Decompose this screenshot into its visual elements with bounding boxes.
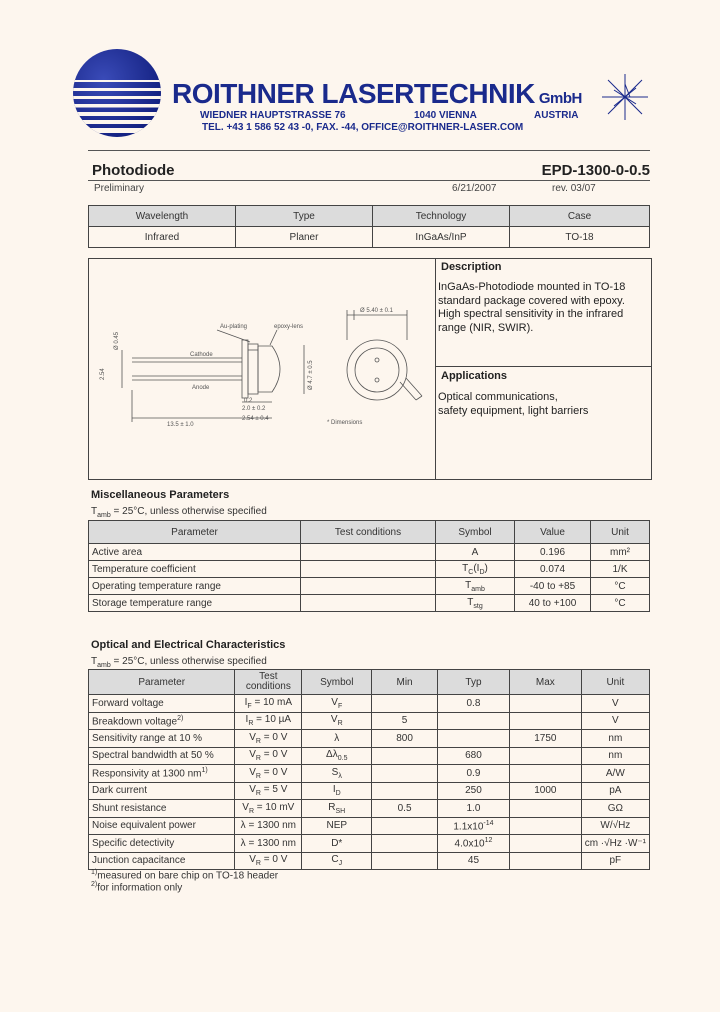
label-au-plating: Au-plating xyxy=(220,324,248,330)
company-name xyxy=(172,78,582,110)
cond-cell xyxy=(301,561,436,578)
cond-main: I xyxy=(245,714,249,726)
tamb-sub: amb xyxy=(97,512,111,519)
cond-cell xyxy=(235,782,302,800)
cond-cell xyxy=(301,595,436,612)
min-cell xyxy=(372,747,438,765)
unit-text: GΩ xyxy=(607,802,623,814)
summary-header: Type xyxy=(236,206,373,227)
typ-cell xyxy=(437,782,509,800)
param-text: Spectral bandwidth at 50 % xyxy=(92,750,214,762)
symbol-sub: 0.5 xyxy=(337,755,348,763)
doc-title: Photodiode xyxy=(92,162,175,179)
max-cell xyxy=(510,852,582,870)
min-text: 0.5 xyxy=(397,802,412,814)
param-text: Noise equivalent power xyxy=(92,820,196,832)
symbol-cell xyxy=(302,835,372,853)
applications-line: Optical communications, xyxy=(438,391,558,403)
symbol-main: D* xyxy=(331,837,343,849)
star-burst-icon xyxy=(600,72,650,122)
applications-text xyxy=(438,391,588,418)
tamb-symbol: T xyxy=(91,656,98,667)
symbol-cell: A xyxy=(436,544,515,561)
cond-sub: F xyxy=(247,702,252,710)
title-rule xyxy=(88,180,650,181)
applications-heading: Applications xyxy=(441,370,508,382)
footnote-mark: 2) xyxy=(91,881,98,888)
typ-text: 0.8 xyxy=(466,697,481,709)
footnote-text: measured on bare chip on TO-18 header xyxy=(97,870,279,882)
symbol-main: V xyxy=(330,714,338,726)
symbol-sub: stg xyxy=(473,602,483,610)
unit-text: V xyxy=(612,715,619,727)
table-row xyxy=(89,835,650,853)
param-cell xyxy=(89,712,235,730)
symbol-main: R xyxy=(328,801,336,813)
table-row xyxy=(89,595,650,612)
param-text: Breakdown voltage xyxy=(92,715,178,727)
label-units: * Dimensions xyxy=(327,420,363,426)
misc-header: Symbol xyxy=(436,521,515,544)
typ-cell xyxy=(437,800,509,818)
description-text xyxy=(438,281,625,335)
table-row xyxy=(89,800,650,818)
typ-cell xyxy=(437,852,509,870)
label-dim-b: 2.0 ± 0.2 xyxy=(242,406,266,412)
symbol-cell xyxy=(302,712,372,730)
param-sup: 2) xyxy=(177,714,184,722)
misc-header: Parameter xyxy=(89,521,301,544)
table-row xyxy=(89,852,650,870)
min-cell xyxy=(372,817,438,835)
description-line: range (NIR, SWIR). xyxy=(438,321,534,334)
max-cell xyxy=(510,765,582,783)
unit-text: V xyxy=(612,697,619,709)
optical-header: Min xyxy=(372,670,438,695)
cond-cell xyxy=(235,817,302,835)
header-rule xyxy=(88,150,650,151)
symbol-main: T xyxy=(462,562,469,574)
cond-val: = 10 µA xyxy=(253,714,292,726)
optical-header: Typ xyxy=(437,670,509,695)
optical-condition-text: = 25°C, unless otherwise specified xyxy=(113,656,267,667)
min-cell xyxy=(372,782,438,800)
optical-header: Parameter xyxy=(89,670,235,695)
package-drawing xyxy=(92,290,432,440)
symbol-cell xyxy=(302,800,372,818)
param-text: Sensitivity range at 10 % xyxy=(92,732,203,744)
optical-heading: Optical and Electrical Characteristics xyxy=(91,639,286,651)
min-cell xyxy=(372,852,438,870)
typ-cell xyxy=(437,765,509,783)
misc-condition xyxy=(91,506,267,519)
label-dim-f: Ø 4.7 ± 0.5 xyxy=(308,360,314,390)
unit-text: pF xyxy=(609,855,622,867)
symbol-cell xyxy=(302,852,372,870)
label-dim-top: Ø 5.40 ± 0.1 xyxy=(360,308,393,314)
typ-text: 1.0 xyxy=(466,802,481,814)
param-text: Shunt resistance xyxy=(92,802,167,814)
label-dim-c: 2.54 ± 0.4 xyxy=(242,416,269,422)
param-cell: Operating temperature range xyxy=(89,578,301,595)
min-cell xyxy=(372,712,438,730)
box-divider-h xyxy=(435,366,651,367)
max-cell xyxy=(510,800,582,818)
label-dim-d: 0.2 xyxy=(244,398,253,404)
symbol-sub: C xyxy=(468,568,474,576)
cond-cell xyxy=(301,544,436,561)
param-cell xyxy=(89,747,235,765)
cond-val: = 10 mV xyxy=(254,801,295,813)
cond-val: = 0 V xyxy=(260,749,288,761)
unit-cell: °C xyxy=(591,595,650,612)
summary-value: Infrared xyxy=(89,227,236,248)
typ-text: 1.1x10 xyxy=(453,820,484,832)
unit-cell xyxy=(581,800,649,818)
cond-sub: R xyxy=(248,720,254,728)
symbol-cell xyxy=(302,695,372,713)
table-row xyxy=(89,712,650,730)
summary-header: Technology xyxy=(373,206,510,227)
summary-value: InGaAs/InP xyxy=(373,227,510,248)
summary-value: TO-18 xyxy=(510,227,650,248)
unit-cell: mm² xyxy=(591,544,650,561)
optical-header: Max xyxy=(510,670,582,695)
cond-cell xyxy=(235,852,302,870)
label-epoxy-lens: epoxy-lens xyxy=(274,324,304,330)
symbol-sub: D xyxy=(335,790,341,798)
symbol-cell xyxy=(302,782,372,800)
symbol-sub: λ xyxy=(338,772,342,780)
cond-cell xyxy=(235,712,302,730)
table-row xyxy=(89,578,650,595)
param-sup: 1) xyxy=(201,767,208,775)
tamb-symbol: T xyxy=(91,506,98,517)
cond-cell xyxy=(235,695,302,713)
cond-sub: R xyxy=(255,790,261,798)
param-cell: Active area xyxy=(89,544,301,561)
applications-line: safety equipment, light barriers xyxy=(438,404,589,417)
min-text: 800 xyxy=(396,732,413,744)
unit-cell xyxy=(581,852,649,870)
symbol-main: λ xyxy=(334,732,340,744)
symbol-end: ) xyxy=(484,562,488,574)
min-cell xyxy=(372,695,438,713)
cond-cell xyxy=(235,730,302,748)
max-text: 1000 xyxy=(534,785,557,797)
max-cell xyxy=(510,712,582,730)
table-row xyxy=(89,544,650,561)
typ-cell xyxy=(437,817,509,835)
unit-cell xyxy=(581,817,649,835)
cond-cell xyxy=(235,765,302,783)
symbol-cell xyxy=(302,747,372,765)
table-row xyxy=(89,765,650,783)
address-street: WIEDNER HAUPTSTRASSE 76 xyxy=(200,110,346,121)
max-cell xyxy=(510,695,582,713)
cond-val: = 0 V xyxy=(260,854,288,866)
doc-revision: rev. 03/07 xyxy=(552,183,596,194)
tamb-sub: amb xyxy=(97,662,111,669)
typ-text: 250 xyxy=(465,785,482,797)
cond-main: λ = 1300 nm xyxy=(240,837,296,849)
unit-text: nm xyxy=(608,750,623,762)
cond-val: = 0 V xyxy=(260,731,288,743)
symbol-main: T xyxy=(465,579,472,591)
param-text: Junction capacitance xyxy=(92,855,186,867)
symbol-cell xyxy=(302,730,372,748)
table-row xyxy=(89,747,650,765)
typ-text: 4.0x10 xyxy=(454,838,485,850)
max-cell xyxy=(510,747,582,765)
cond-main: V xyxy=(242,801,249,813)
unit-cell xyxy=(581,695,649,713)
description-line: InGaAs-Photodiode mounted in TO-18 xyxy=(438,281,626,293)
symbol-cell xyxy=(436,578,515,595)
cond-val: = 10 mA xyxy=(251,696,293,708)
optical-header: Unit xyxy=(581,670,649,695)
param-cell: Temperature coefficient xyxy=(89,561,301,578)
label-anode: Anode xyxy=(192,385,210,391)
table-row xyxy=(89,561,650,578)
unit-text: W/√Hz xyxy=(600,820,631,832)
footnote-2 xyxy=(91,881,182,893)
table-row xyxy=(89,817,650,835)
unit-cell xyxy=(581,782,649,800)
symbol-sub: amb xyxy=(471,585,485,593)
min-text: 5 xyxy=(401,715,408,727)
cond-sub: R xyxy=(255,755,261,763)
unit-cell: 1/K xyxy=(591,561,650,578)
symbol-extra: (I xyxy=(473,562,480,574)
param-cell xyxy=(89,800,235,818)
symbol-cell xyxy=(436,595,515,612)
max-cell xyxy=(510,817,582,835)
typ-sup: -14 xyxy=(483,819,494,827)
optical-header: Test conditions xyxy=(235,670,302,695)
param-text: Forward voltage xyxy=(92,697,164,709)
misc-heading: Miscellaneous Parameters xyxy=(91,489,230,501)
company-name-text: ROITHNER LASERTECHNIK xyxy=(172,78,535,109)
cond-cell xyxy=(235,800,302,818)
address-country: AUSTRIA xyxy=(534,110,579,121)
cond-sub: R xyxy=(255,737,261,745)
cond-main: V xyxy=(249,766,256,778)
typ-cell xyxy=(437,730,509,748)
param-cell: Storage temperature range xyxy=(89,595,301,612)
value-cell: -40 to +85 xyxy=(515,578,591,595)
table-row xyxy=(89,695,650,713)
table-row xyxy=(89,730,650,748)
description-heading: Description xyxy=(441,261,502,273)
typ-text: 45 xyxy=(467,855,480,867)
box-divider xyxy=(435,258,436,479)
label-dim-len: 13.5 ± 1.0 xyxy=(167,422,194,428)
optical-table xyxy=(88,669,650,870)
cond-sub: R xyxy=(255,772,261,780)
symbol-main: T xyxy=(467,596,474,608)
unit-cell xyxy=(581,747,649,765)
symbol-main: I xyxy=(332,784,336,796)
min-cell xyxy=(372,765,438,783)
param-cell xyxy=(89,817,235,835)
cond-main: I xyxy=(244,696,248,708)
unit-cell xyxy=(581,730,649,748)
company-suffix: GmbH xyxy=(538,90,582,107)
contact-line: TEL. +43 1 586 52 43 -0, FAX. -44, OFFICE@ROITHNER-LASER.COM xyxy=(202,122,524,133)
symbol-cell xyxy=(436,561,515,578)
param-text: Specific detectivity xyxy=(92,837,175,849)
footnote-text: for information only xyxy=(97,882,183,894)
summary-value: Planer xyxy=(236,227,373,248)
max-text: 1750 xyxy=(534,732,557,744)
max-cell xyxy=(510,782,582,800)
param-cell xyxy=(89,695,235,713)
misc-header: Unit xyxy=(591,521,650,544)
label-cathode: Cathode xyxy=(190,352,213,358)
footnote-mark: 1) xyxy=(91,869,98,876)
unit-cell xyxy=(581,712,649,730)
symbol-main: C xyxy=(331,854,339,866)
min-cell xyxy=(372,730,438,748)
label-dim-e: Ø 0.45 xyxy=(114,331,120,350)
value-cell: 0.074 xyxy=(515,561,591,578)
typ-cell xyxy=(437,835,509,853)
symbol-sub: F xyxy=(337,702,343,710)
unit-cell xyxy=(581,835,649,853)
misc-table xyxy=(88,520,650,612)
summary-header: Case xyxy=(510,206,650,227)
symbol-main: NEP xyxy=(326,820,348,832)
unit-text: cm ·√Hz ·W⁻¹ xyxy=(584,837,646,849)
address-city: 1040 VIENNA xyxy=(414,110,477,121)
cond-main: V xyxy=(249,854,256,866)
cond-sub: R xyxy=(255,860,261,868)
symbol-main: S xyxy=(331,766,339,778)
typ-text: 0.9 xyxy=(466,767,481,779)
symbol-extra-sub: D xyxy=(479,568,485,576)
typ-cell xyxy=(437,695,509,713)
symbol-main: Δλ xyxy=(326,749,338,761)
symbol-sub: R xyxy=(337,720,343,728)
cond-cell xyxy=(235,835,302,853)
unit-cell: °C xyxy=(591,578,650,595)
unit-text: nm xyxy=(608,732,623,744)
part-number: EPD-1300-0-0.5 xyxy=(541,162,650,179)
symbol-cell xyxy=(302,817,372,835)
cond-val: = 0 V xyxy=(260,766,288,778)
unit-cell xyxy=(581,765,649,783)
value-cell: 40 to +100 xyxy=(515,595,591,612)
cond-val: = 5 V xyxy=(260,784,288,796)
cond-main: V xyxy=(249,731,256,743)
cond-main: V xyxy=(249,784,256,796)
doc-date: 6/21/2007 xyxy=(452,183,497,194)
param-text: Dark current xyxy=(92,785,148,797)
symbol-cell xyxy=(302,765,372,783)
param-cell xyxy=(89,782,235,800)
min-cell xyxy=(372,835,438,853)
typ-cell xyxy=(437,747,509,765)
description-line: standard package covered with epoxy. xyxy=(438,294,625,307)
unit-text: pA xyxy=(609,785,622,797)
footnote-1 xyxy=(91,869,278,881)
cond-cell xyxy=(235,747,302,765)
misc-header: Value xyxy=(515,521,591,544)
misc-header: Test conditions xyxy=(301,521,436,544)
typ-cell xyxy=(437,712,509,730)
typ-sup: 12 xyxy=(484,837,493,845)
value-cell: 0.196 xyxy=(515,544,591,561)
cond-cell xyxy=(301,578,436,595)
summary-table xyxy=(88,205,650,248)
param-cell xyxy=(89,765,235,783)
cond-main: V xyxy=(249,749,256,761)
cond-sub: R xyxy=(248,807,255,815)
summary-header: Wavelength xyxy=(89,206,236,227)
param-cell xyxy=(89,852,235,870)
table-row xyxy=(89,782,650,800)
label-dim-a: 2.54 xyxy=(100,368,106,380)
symbol-sub: J xyxy=(338,860,343,868)
misc-condition-text: = 25°C, unless otherwise specified xyxy=(113,506,267,517)
unit-text: A/W xyxy=(605,767,625,779)
description-line: High spectral sensitivity in the infrared xyxy=(438,308,624,320)
min-cell xyxy=(372,800,438,818)
param-cell xyxy=(89,835,235,853)
symbol-main: V xyxy=(331,696,338,708)
param-cell xyxy=(89,730,235,748)
typ-text: 680 xyxy=(465,750,482,762)
optical-condition xyxy=(91,656,267,669)
param-text: Responsivity at 1300 nm xyxy=(92,768,202,780)
doc-status: Preliminary xyxy=(94,183,145,194)
cond-main: λ = 1300 nm xyxy=(240,820,296,832)
optical-header: Symbol xyxy=(302,670,372,695)
max-cell xyxy=(510,730,582,748)
max-cell xyxy=(510,835,582,853)
symbol-sub: SH xyxy=(335,807,346,815)
